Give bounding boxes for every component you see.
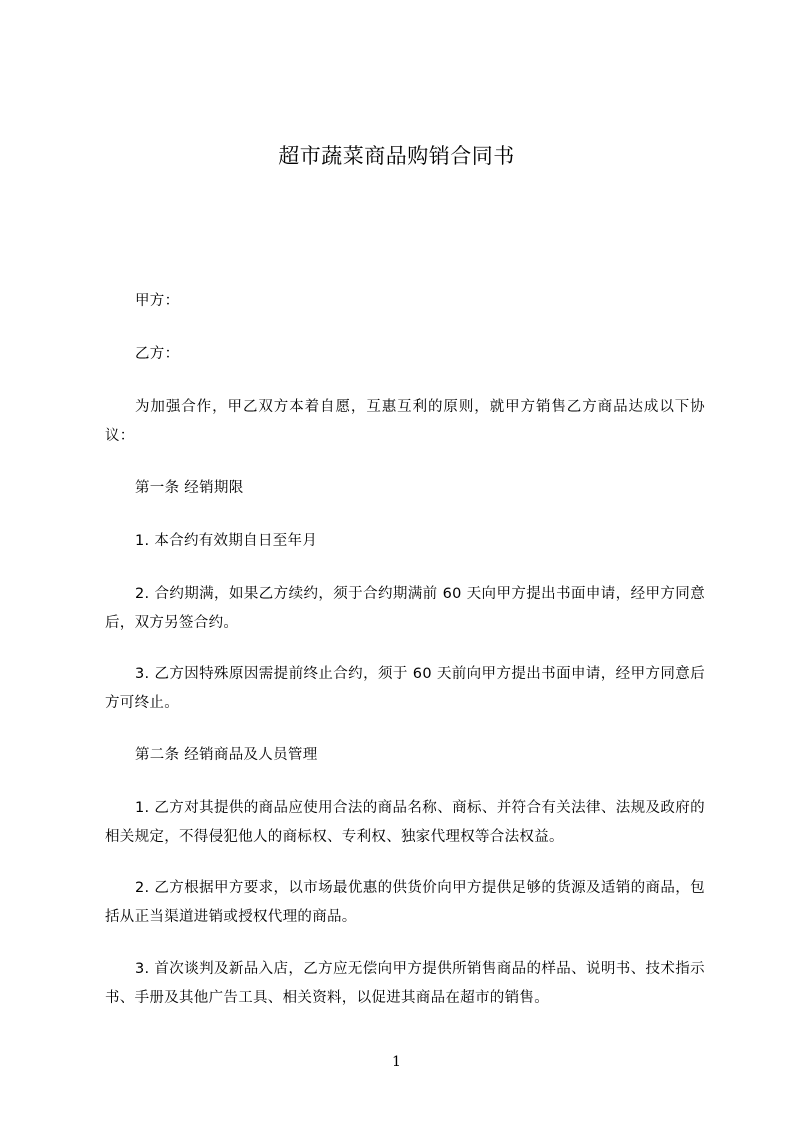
article2-heading: 第二条 经销商品及人员管理 bbox=[135, 747, 318, 763]
party-b-label: 乙方： bbox=[135, 346, 180, 362]
article2-item-3: 3. 首次谈判及新品入店，乙方应无偿向甲方提供所销售商品的样品、说明书、技术指示书、手册及其他广告工具、相关资料，以促进其商品在超市的销售。 bbox=[105, 961, 705, 1006]
article2-item-2: 2. 乙方根据甲方要求，以市场最优惠的供货价向甲方提供足够的货源及适销的商品，包括从正当渠道进销或授权代理的商品。 bbox=[105, 880, 705, 925]
page-number: 1 bbox=[392, 1054, 401, 1070]
article1-item-2: 2. 合约期满，如果乙方续约，须于合约期满前 60 天向甲方提出书面申请，经甲方同意后，双方另签合约。 bbox=[105, 586, 705, 631]
intro-paragraph: 为加强合作，甲乙双方本着自愿，互惠互利的原则，就甲方销售乙方商品达成以下协议： bbox=[105, 399, 705, 444]
article2-item-1: 1. 乙方对其提供的商品应使用合法的商品名称、商标、并符合有关法律、法规及政府的相关规定，不得侵犯他人的商标权、专利权、独家代理权等合法权益。 bbox=[105, 800, 705, 845]
document-title: 超市蔬菜商品购销合同书 bbox=[278, 144, 515, 168]
party-a-label: 甲方： bbox=[135, 293, 180, 309]
article1-heading: 第一条 经销期限 bbox=[135, 480, 244, 496]
article1-item-1: 1. 本合约有效期自日至年月 bbox=[135, 533, 318, 549]
article1-item-3: 3. 乙方因特殊原因需提前终止合约，须于 60 天前向甲方提出书面申请，经甲方同意后方可终止。 bbox=[105, 666, 705, 711]
